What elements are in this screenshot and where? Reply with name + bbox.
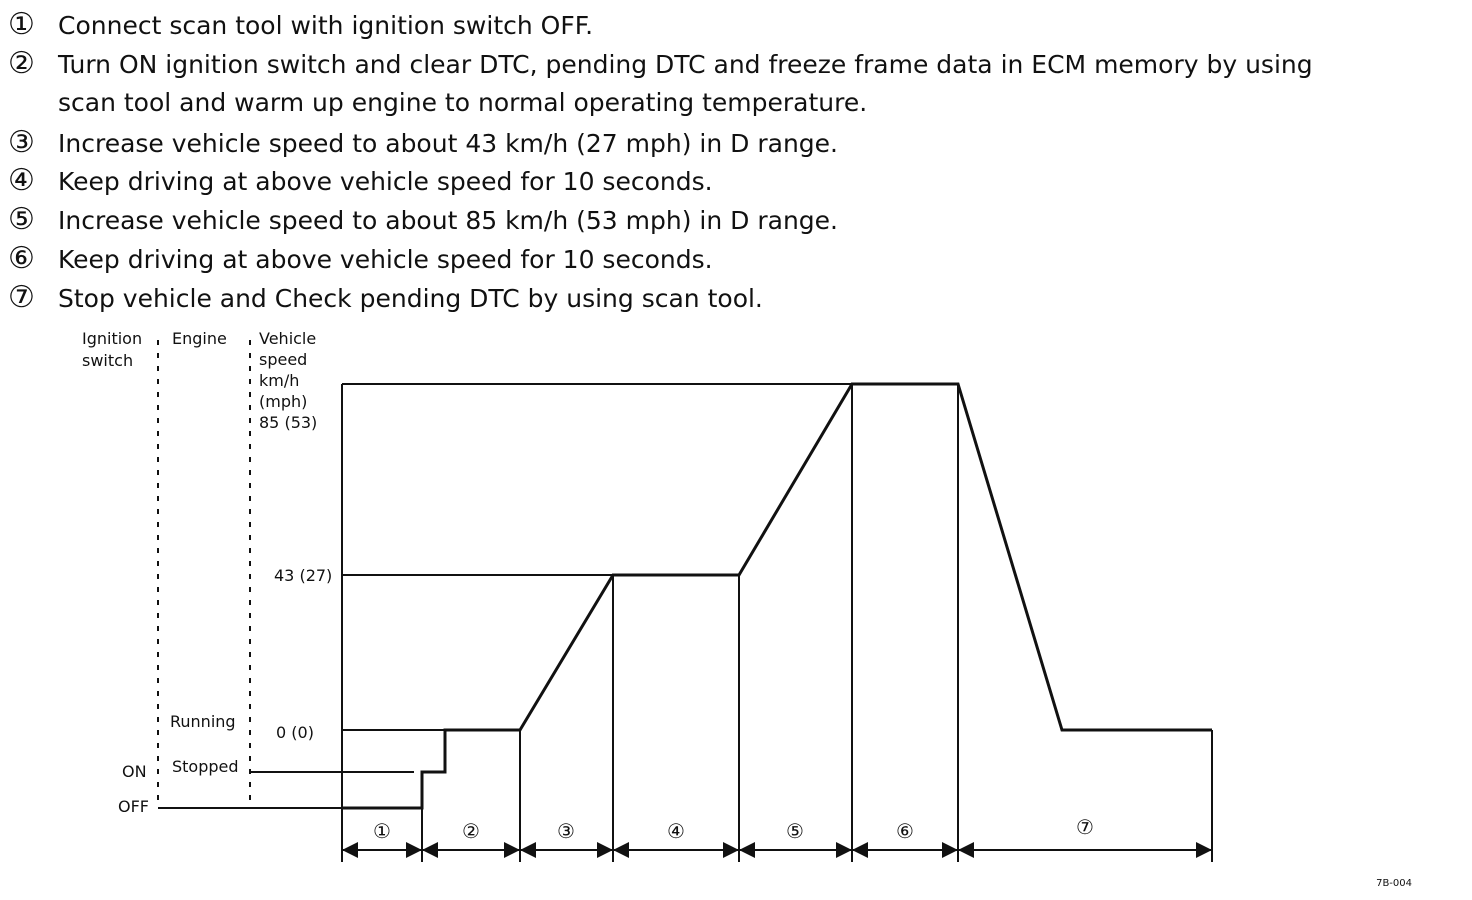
ignition-header-line1: Ignition [82, 329, 143, 348]
step-text: Connect scan tool with ignition switch OFF. [58, 11, 594, 40]
speed-header-line4: (mph) [259, 392, 308, 411]
phase-label-3: ③ [557, 819, 575, 843]
phase-label-7: ⑦ [1076, 815, 1094, 839]
speed-header-line2: speed [259, 350, 308, 369]
step-text: Stop vehicle and Check pending DTC by using scan tool. [58, 284, 763, 313]
step-number: ① [8, 7, 35, 42]
step-number: ⑦ [8, 280, 35, 315]
step-number: ⑤ [8, 202, 35, 237]
engine-stopped-label: Stopped [172, 757, 239, 776]
phase-label-4: ④ [667, 819, 685, 843]
step-number: ② [8, 46, 35, 81]
speed-label-85: 85 (53) [259, 413, 318, 432]
speed-label-43: 43 (27) [274, 566, 333, 585]
ignition-header-line2: switch [82, 351, 134, 370]
phase-label-6: ⑥ [896, 819, 914, 843]
phase-label-5: ⑤ [786, 819, 804, 843]
step-text: Increase vehicle speed to about 43 km/h (27 mph) in D range. [58, 129, 838, 158]
figure-id: 7B-004 [1376, 878, 1412, 889]
engine-running-label: Running [170, 712, 236, 731]
speed-header-line1: Vehicle [259, 329, 317, 348]
ignition-off-label: OFF [118, 797, 149, 816]
ignition-on-label: ON [122, 762, 147, 781]
step-number: ④ [8, 163, 35, 198]
phase-label-2: ② [462, 819, 480, 843]
step-number: ⑥ [8, 241, 35, 276]
step-text: Keep driving at above vehicle speed for 10 seconds. [58, 245, 713, 274]
phase-label-1: ① [373, 819, 391, 843]
step-number: ③ [8, 125, 35, 160]
step-text: Increase vehicle speed to about 85 km/h (53 mph) in D range. [58, 206, 838, 235]
speed-label-0: 0 (0) [276, 723, 314, 742]
speed-header-line3: km/h [259, 371, 300, 390]
step-text: Turn ON ignition switch and clear DTC, pending DTC and freeze frame data in ECM memory by using [58, 50, 1313, 79]
step-text: Keep driving at above vehicle speed for 10 seconds. [58, 167, 713, 196]
engine-header: Engine [172, 329, 227, 348]
step-2-continuation: scan tool and warm up engine to normal operating temperature. [58, 88, 868, 117]
drive-cycle-trace [342, 384, 1212, 808]
